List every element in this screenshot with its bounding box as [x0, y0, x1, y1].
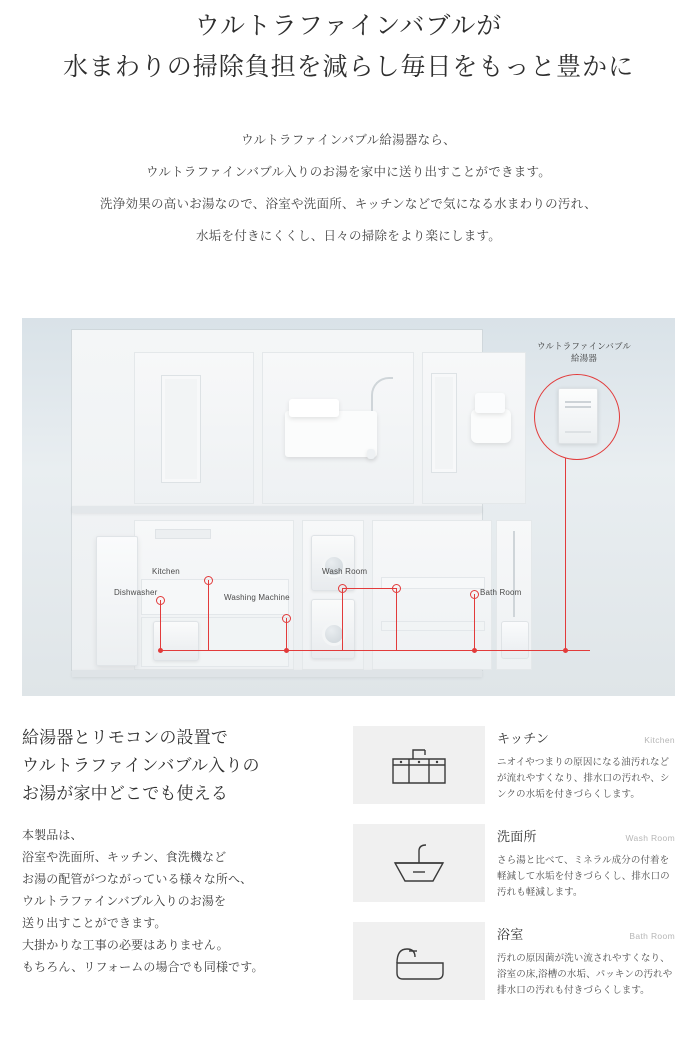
feature-head-bathroom: [497, 924, 675, 943]
hero-label-wash-room: Wash Room: [322, 567, 368, 576]
chair-icon: [471, 409, 511, 443]
pipe-junction-4: [563, 648, 568, 653]
headline-line-1: ウルトラファインバブルが: [194, 12, 503, 40]
floor-divider: [72, 506, 482, 513]
heater-panel: [565, 431, 591, 433]
bottom-left-title-line-3: お湯が家中どこでも使える: [22, 784, 229, 803]
feature-desc-bathroom: 汚れの原因菌が洗い流されやすくなり、浴室の床,浴槽の水垢、パッキンの汚れや排水口の汚れも付きづらくします。: [497, 953, 673, 996]
lead-line-3: 洗浄効果の高いお湯なので、浴室や洗面所、キッチンなどで気になる水まわりの汚れ、: [100, 197, 597, 211]
pipe-heater-drop: [565, 458, 566, 650]
range-hood-icon: [155, 529, 211, 539]
pipe-node-wash-1: [338, 584, 347, 593]
pipe-junction-1: [158, 648, 163, 653]
lead-paragraph: [0, 124, 697, 252]
bottom-left-title: [22, 724, 322, 808]
bathtub-icon: [387, 937, 451, 985]
feature-text-kitchen: [497, 726, 675, 804]
feature-head-washroom: [497, 826, 675, 845]
feature-text-bathroom: [497, 922, 675, 1000]
room-upper-left: [134, 352, 254, 504]
pipe-kitchen-riser: [208, 580, 209, 650]
floor-lamp-icon: [371, 377, 393, 411]
feature-head-kitchen: [497, 728, 675, 747]
feature-en-kitchen: Kitchen: [644, 735, 675, 745]
feature-thumb-washroom: [353, 824, 485, 902]
dryer-appliance: [311, 535, 355, 591]
feature-title-kitchen: キッチン: [497, 731, 550, 746]
lead-line-1: ウルトラファインバブル給湯器なら、: [241, 133, 456, 147]
bottom-left-body-line-7: もちろん、リフォームの場合でも同様です。: [22, 960, 264, 974]
ground-line: [72, 670, 482, 677]
pipe-node-dishwasher: [156, 596, 165, 605]
hero-label-kitchen: Kitchen: [152, 567, 180, 576]
bottom-left-body-line-3: お湯の配管がつながっている様々な所へ、: [22, 872, 253, 886]
feature-item-bathroom: [353, 922, 675, 1000]
feature-title-washroom: 洗面所: [497, 829, 537, 844]
feature-text-washroom: [497, 824, 675, 902]
pillow-icon: [289, 399, 339, 417]
feature-title-bathroom: 浴室: [497, 927, 524, 942]
pipe-wash-link: [342, 588, 396, 589]
bottom-left-column: [22, 724, 322, 978]
chair-back-icon: [475, 393, 505, 413]
pipe-node-wash-2: [392, 584, 401, 593]
room-upper-right: [422, 352, 526, 504]
bathtub-shape: [501, 621, 529, 659]
heater-label-line-2: 給湯器: [570, 353, 597, 363]
feature-desc-kitchen: ニオイやつまりの原因になる油汚れなどが流れやすくなり、排水口の汚れや、シンクの水垢を付きづらくします。: [497, 757, 670, 800]
feature-thumb-kitchen: [353, 726, 485, 804]
bottom-left-body-line-4: ウルトラファインバブル入りのお湯を: [22, 894, 227, 908]
pipe-node-washer: [282, 614, 291, 623]
page-title: [0, 0, 697, 88]
pipe-wash-riser-1: [342, 588, 343, 650]
bottom-left-body: [22, 824, 322, 978]
bottom-left-body-line-1: 本製品は、: [22, 828, 83, 842]
lamp-base-icon: [367, 449, 375, 459]
feature-list: [353, 726, 675, 1020]
feature-desc-washroom: さら湯と比べて、ミネラル成分の付着を軽減して水垢を付きづらくし、排水口の汚れも軽減します。: [497, 855, 670, 898]
heater-label-line-1: ウルトラファインバブル: [536, 341, 631, 351]
hero-label-bath-room: Bath Room: [480, 588, 522, 597]
pipe-junction-2: [284, 648, 289, 653]
headline-line-2: 水まわりの掃除負担を減らし毎日をもっと豊かに: [62, 53, 635, 81]
feature-en-bathroom: Bath Room: [629, 931, 675, 941]
bed-icon: [285, 411, 377, 457]
house-cutaway: [72, 330, 482, 670]
door-icon: [161, 375, 201, 483]
bottom-left-title-line-2: ウルトラファインバブル入りの: [22, 756, 260, 775]
pipe-node-bath: [470, 590, 479, 599]
pipe-node-kitchen: [204, 576, 213, 585]
hero-label-washing-machine: Washing Machine: [224, 593, 290, 602]
pipe-dishwasher-riser: [160, 600, 161, 650]
refrigerator-icon: [96, 536, 138, 666]
heater-vent-2: [565, 406, 591, 408]
pipe-main-horizontal: [160, 650, 590, 651]
door-icon-2: [431, 373, 457, 473]
pipe-wash-riser-2: [396, 588, 397, 650]
pipe-junction-3: [472, 648, 477, 653]
hero-label-dishwasher: Dishwasher: [114, 588, 158, 597]
feature-thumb-bathroom: [353, 922, 485, 1000]
washbasin-icon: [387, 839, 451, 887]
bottom-left-body-line-6: 大掛かりな工事の必要はありません。: [22, 938, 229, 952]
hero-illustration: [22, 318, 675, 696]
lead-line-2: ウルトラファインバブル入りのお湯を家中に送り出すことができます。: [145, 165, 551, 179]
lead-line-4: 水垢を付きにくくし、日々の掃除をより楽にします。: [195, 229, 501, 243]
bottom-left-title-line-1: 給湯器とリモコンの設置で: [22, 728, 229, 747]
water-heater-icon: [558, 388, 598, 444]
heater-callout-label: [520, 340, 648, 364]
room-laundry: [302, 520, 364, 670]
shower-pole-icon: [513, 531, 515, 617]
pipe-bath-riser: [474, 594, 475, 650]
kitchen-sink-icon: [387, 741, 451, 789]
feature-item-kitchen: [353, 726, 675, 804]
bottom-left-body-line-5: 送り出すことができます。: [22, 916, 167, 930]
bottom-left-body-line-2: 浴室や洗面所、キッチン、食洗機など: [22, 850, 227, 864]
heater-vent-1: [565, 401, 591, 403]
room-bedroom: [262, 352, 414, 504]
feature-item-washroom: [353, 824, 675, 902]
feature-en-washroom: Wash Room: [625, 833, 675, 843]
